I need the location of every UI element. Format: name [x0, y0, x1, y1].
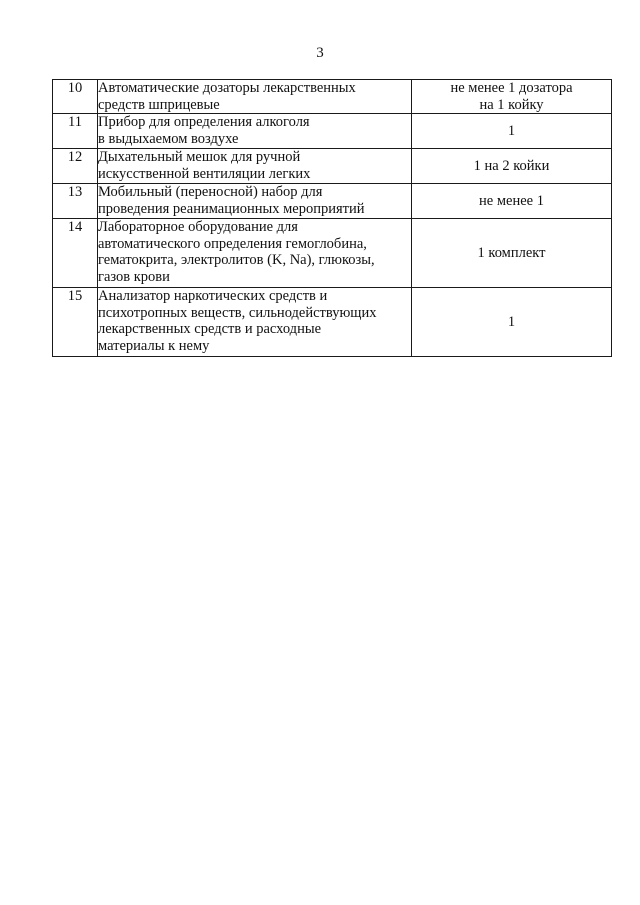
equipment-name: Мобильный (переносной) набор для проведения реанимационных мероприятий	[98, 184, 412, 219]
equipment-quantity: 1	[412, 288, 612, 357]
row-number: 15	[53, 288, 98, 357]
page-number: 3	[316, 45, 324, 61]
equipment-table	[52, 79, 612, 357]
row-number: 13	[53, 184, 98, 219]
equipment-quantity: не менее 1	[412, 184, 612, 219]
row-number: 10	[53, 80, 98, 114]
equipment-quantity: 1 комплект	[412, 219, 612, 288]
row-number: 14	[53, 219, 98, 288]
table-row	[53, 219, 612, 288]
table-row	[53, 80, 612, 114]
row-number: 12	[53, 149, 98, 184]
equipment-quantity: не менее 1 дозатора на 1 койку	[412, 80, 612, 114]
table-row	[53, 288, 612, 357]
equipment-quantity: 1 на 2 койки	[412, 149, 612, 184]
equipment-name: Анализатор наркотических средств и психотропных веществ, сильнодействующих лекарственных средств и расходные материалы к нему	[98, 288, 412, 357]
equipment-name: Прибор для определения алкоголя в выдыхаемом воздухе	[98, 114, 412, 149]
equipment-name: Лабораторное оборудование для автоматического определения гемоглобина, гематокрита, электролитов (K, Na), глюкозы, газов крови	[98, 219, 412, 288]
table-row	[53, 184, 612, 219]
equipment-quantity: 1	[412, 114, 612, 149]
table-row	[53, 114, 612, 149]
equipment-name: Дыхательный мешок для ручной искусственной вентиляции легких	[98, 149, 412, 184]
row-number: 11	[53, 114, 98, 149]
equipment-name: Автоматические дозаторы лекарственных средств шприцевые	[98, 80, 412, 114]
table-row	[53, 149, 612, 184]
